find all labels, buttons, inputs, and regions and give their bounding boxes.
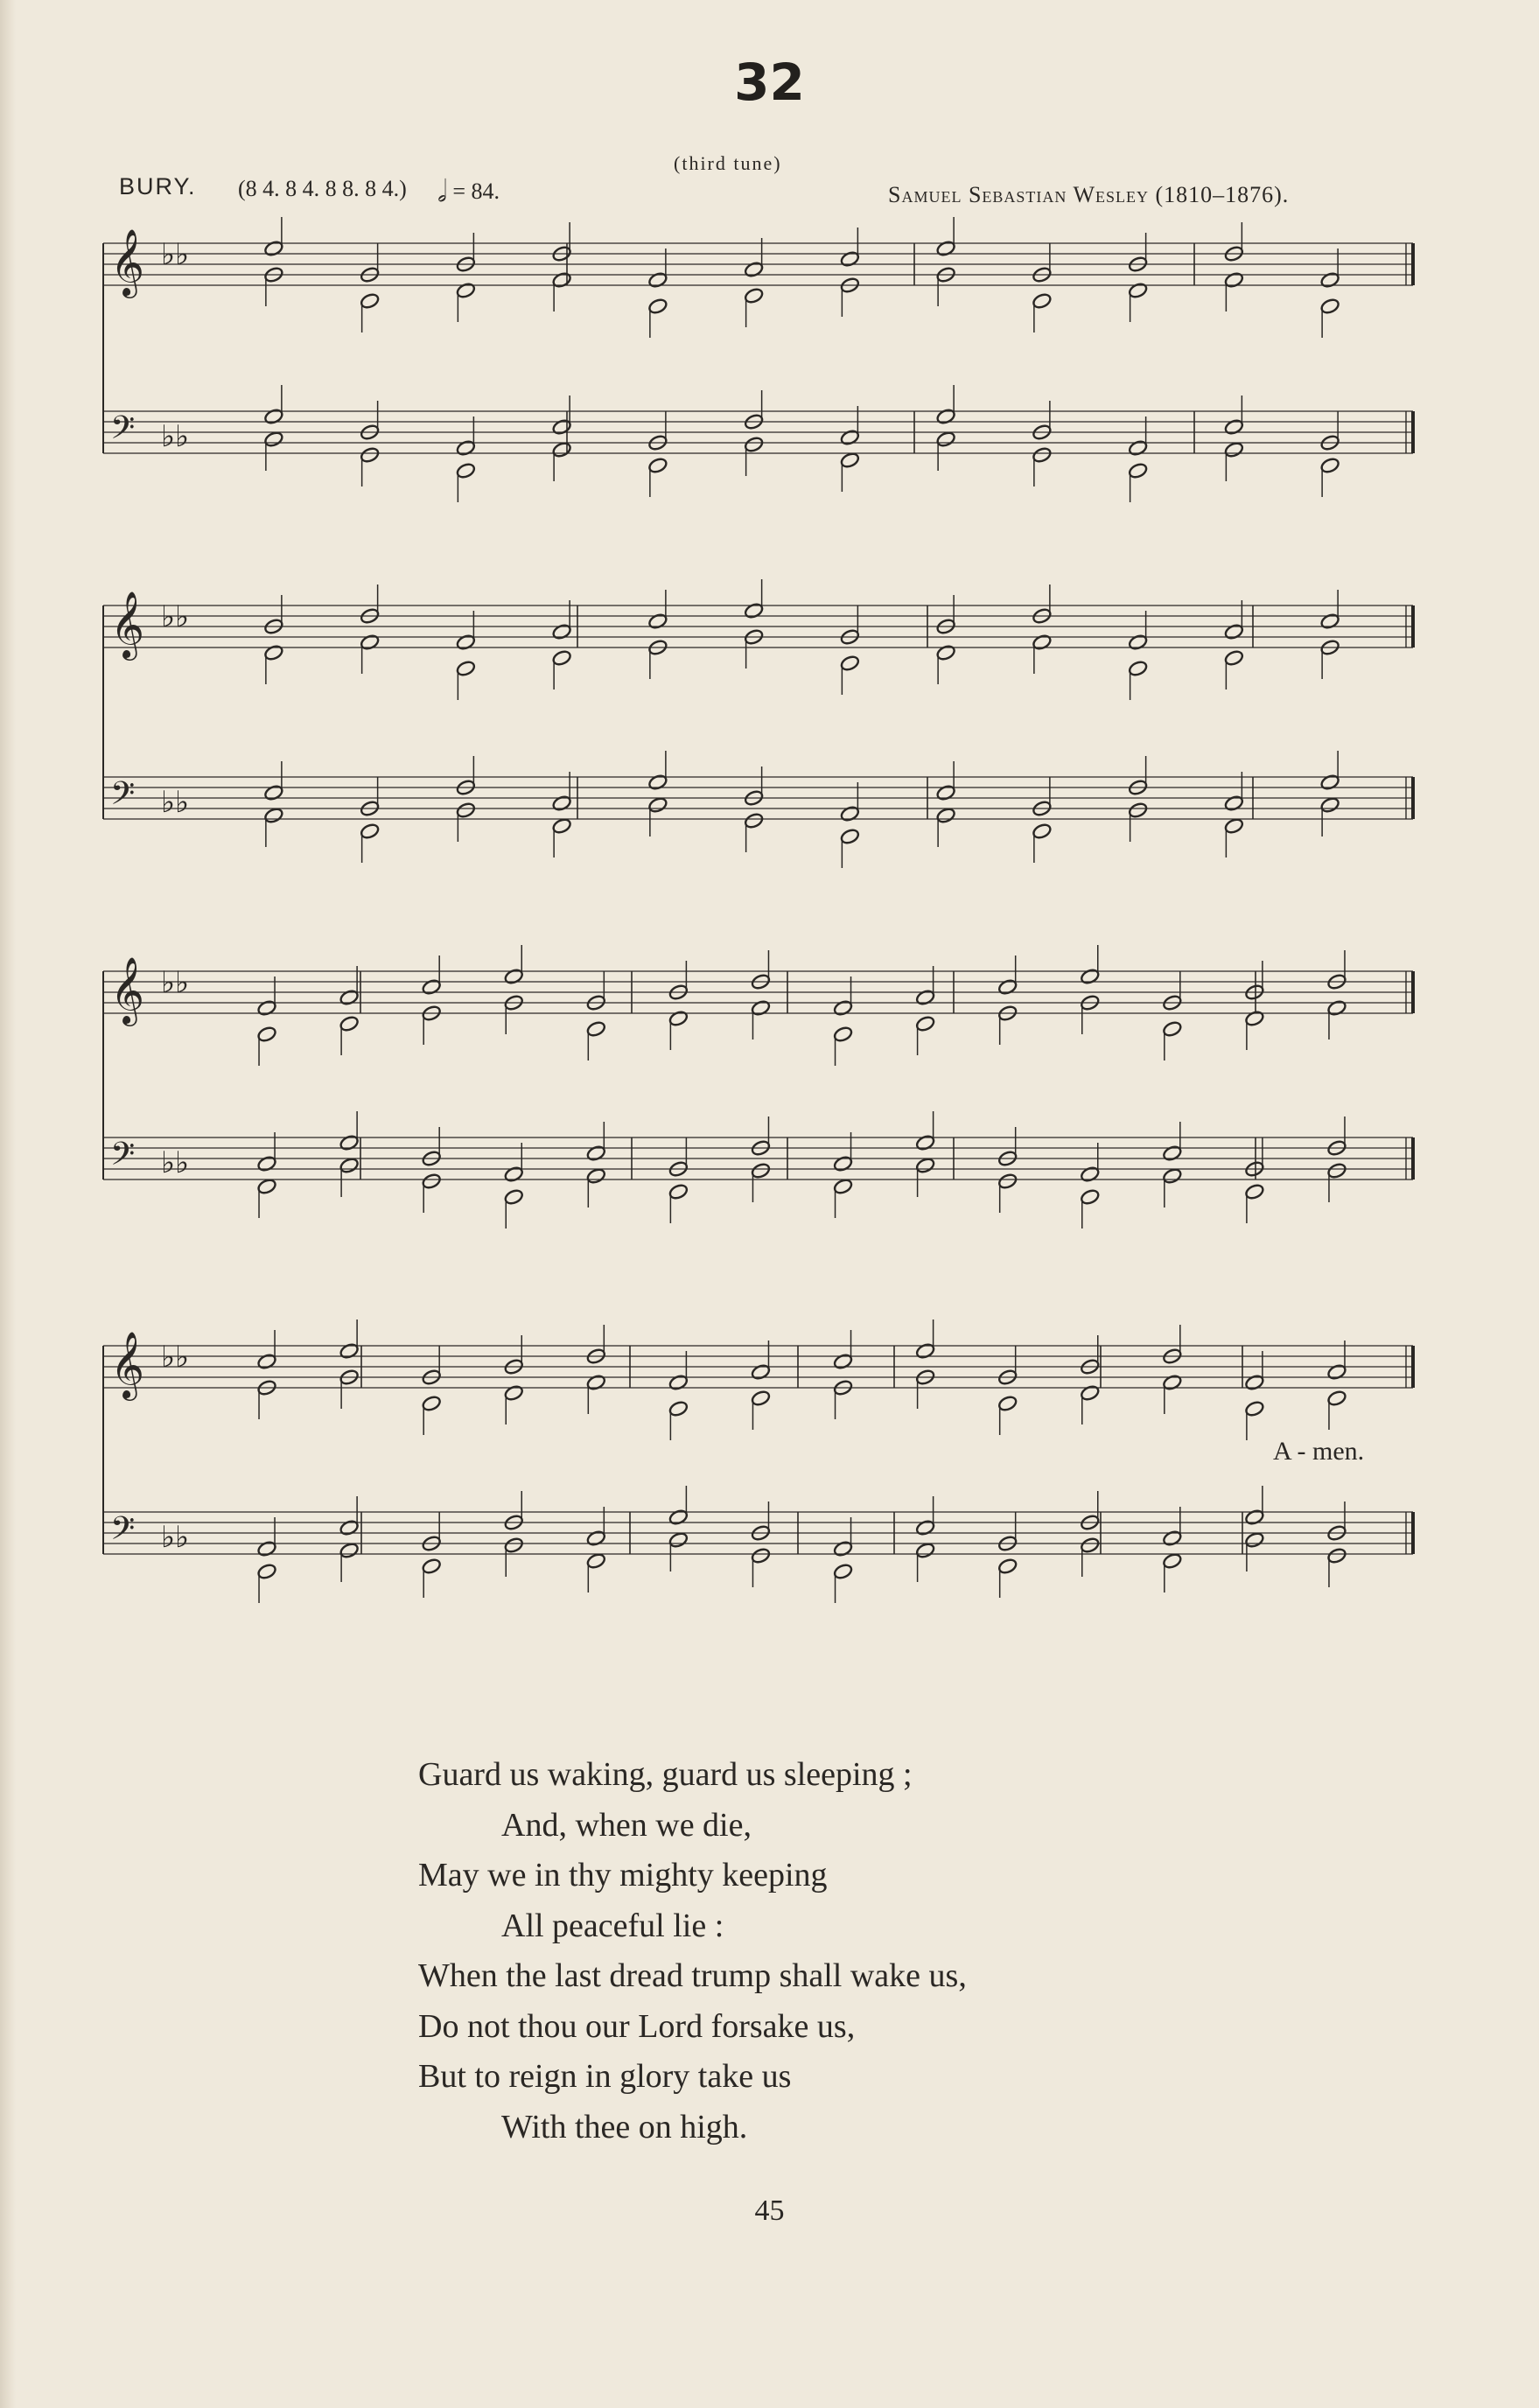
tempo-value: = 84. — [452, 178, 500, 204]
treble-clef-icon: 𝄞 — [110, 956, 145, 1024]
metre: (8 4. 8 4. 8 8. 8 4.) — [238, 176, 407, 201]
key-signature-flat-icon: ♭♭ — [161, 599, 190, 634]
verse-line: When the last dread trump shall wake us, — [418, 1957, 967, 1994]
tune-name: BURY. — [119, 173, 197, 200]
bass-clef-icon: 𝄢 — [110, 775, 136, 820]
verse-line: All peaceful lie : — [501, 1907, 724, 1944]
key-signature-flat-icon: ♭♭ — [161, 1340, 190, 1375]
bass-clef-icon: 𝄢 — [110, 1510, 136, 1555]
treble-clef-icon: 𝄞 — [110, 228, 145, 296]
music-system — [103, 217, 1413, 502]
key-signature-flat-icon: ♭♭ — [161, 965, 190, 1000]
bass-clef-icon: 𝄢 — [110, 410, 136, 454]
verse-line: But to reign in glory take us — [418, 2058, 792, 2095]
treble-clef-icon: 𝄞 — [110, 1331, 145, 1398]
key-signature-flat-icon: ♭♭ — [161, 785, 190, 820]
amen-lyric: A - men. — [1273, 1437, 1365, 1466]
music-system — [103, 579, 1413, 868]
verse-line: Guard us waking, guard us sleeping ; — [418, 1756, 913, 1793]
verse-text — [418, 1750, 967, 2152]
key-signature-flat-icon: ♭♭ — [161, 419, 190, 454]
hymn-number: 32 — [734, 52, 805, 112]
verse-line: And, when we die, — [501, 1806, 752, 1844]
composer: Samuel Sebastian Wesley (1810–1876). — [888, 182, 1290, 207]
key-signature-flat-icon: ♭♭ — [161, 237, 190, 272]
tune-note: (third tune) — [674, 152, 782, 174]
treble-clef-icon: 𝄞 — [110, 591, 145, 658]
half-note-icon: 𝅗𝅥 — [437, 176, 447, 208]
bass-clef-icon: 𝄢 — [110, 1136, 136, 1180]
key-signature-flat-icon: ♭♭ — [161, 1520, 190, 1555]
page-number: 45 — [754, 2194, 785, 2227]
verse-line: May we in thy mighty keeping — [418, 1857, 828, 1894]
music-system — [103, 945, 1413, 1228]
verse-line: With thee on high. — [501, 2108, 748, 2146]
verse-line: Do not thou our Lord forsake us, — [418, 2007, 856, 2045]
music-system — [103, 1320, 1413, 1603]
key-signature-flat-icon: ♭♭ — [161, 1145, 190, 1180]
